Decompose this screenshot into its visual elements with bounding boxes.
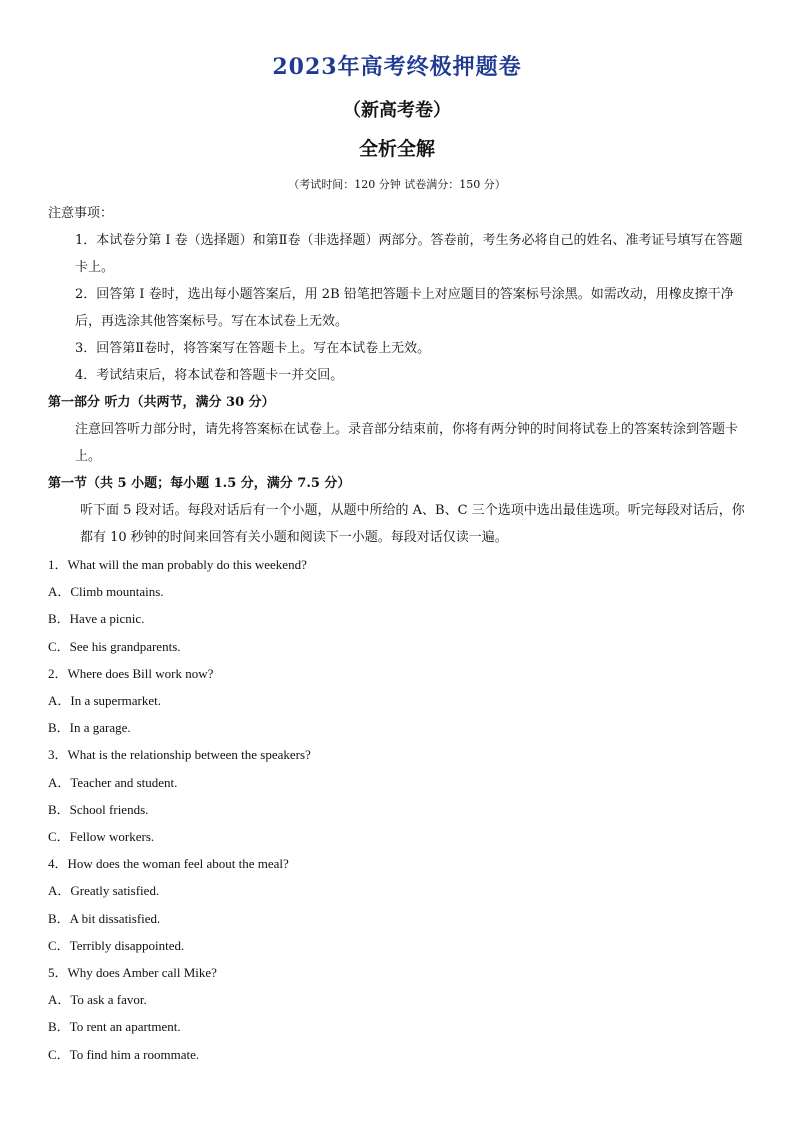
question: 3．What is the relationship between the speakers? bbox=[48, 747, 311, 763]
option: A．Climb mountains. bbox=[48, 584, 164, 600]
option: C．Fellow workers. bbox=[48, 829, 155, 845]
option: B．In a garage. bbox=[48, 720, 131, 736]
page-title: 2023年高考终极押题卷 bbox=[272, 54, 522, 80]
part1-heading: 第一部分 听力（共两节，满分 30 分） bbox=[48, 395, 275, 410]
question: 1．What will the man probably do this weekend? bbox=[48, 557, 307, 572]
notice-item: 4．考试结束后，将本试卷和答题卡一并交回。 bbox=[75, 368, 344, 383]
option: A．In a supermarket. bbox=[48, 693, 161, 709]
document-body bbox=[48, 200, 748, 1068]
notice-item: 2．回答第 I 卷时，选出每小题答案后，用 2B 铅笔把答题卡上对应题目的答案标号涂黑。如需改动，用橡皮擦干净后，再选涂其他答案标号。写在本试卷上无效。 bbox=[75, 287, 734, 329]
page-subtitle: （新高考卷） bbox=[343, 100, 451, 121]
option: C．See his grandparents. bbox=[48, 638, 181, 654]
option: A．To ask a favor. bbox=[48, 992, 147, 1008]
question: 2．Where does Bill work now? bbox=[48, 665, 214, 681]
question: 4．How does the woman feel about the meal? bbox=[48, 856, 289, 872]
notice-item: 3．回答第Ⅱ卷时，将答案写在答题卡上。写在本试卷上无效。 bbox=[75, 341, 431, 356]
question: 5．Why does Amber call Mike? bbox=[48, 965, 217, 981]
question-list bbox=[48, 551, 748, 1068]
notice-item: 1．本试卷分第 I 卷（选择题）和第Ⅱ卷（非选择题）两部分。答卷前，考生务必将自己的姓名、准考证号填写在答题卡上。 bbox=[75, 233, 743, 275]
option: A．Teacher and student. bbox=[48, 774, 178, 790]
section1-heading: 第一节（共 5 小题；每小题 1.5 分，满分 7.5 分） bbox=[48, 476, 351, 491]
page-subtitle-analysis: 全析全解 bbox=[358, 138, 435, 160]
notice-heading: 注意事项： bbox=[48, 206, 114, 221]
option: B．School friends. bbox=[48, 801, 149, 817]
part1-instructions: 注意回答听力部分时，请先将答案标在试卷上。录音部分结束前，你将有两分钟的时间将试卷上的答案转涂到答题卡上。 bbox=[75, 422, 739, 464]
option: C．To find him a roommate. bbox=[48, 1046, 200, 1062]
exam-info: （考试时间：120 分钟 试卷满分：150 分） bbox=[288, 178, 506, 191]
section1-instructions: 听下面 5 段对话。每段对话后有一个小题，从题中所给的 A、B、C 三个选项中选出最佳选项。听完每段对话后，你都有 10 秒钟的时间来回答有关小题和阅读下一小题。每段对话仅读一遍。 bbox=[80, 503, 745, 545]
option: C．Terribly disappointed. bbox=[48, 937, 185, 953]
option: B．Have a picnic. bbox=[48, 611, 145, 627]
option: B．To rent an apartment. bbox=[48, 1019, 181, 1035]
option: B．A bit dissatisfied. bbox=[48, 910, 161, 926]
option: A．Greatly satisfied. bbox=[48, 883, 160, 899]
